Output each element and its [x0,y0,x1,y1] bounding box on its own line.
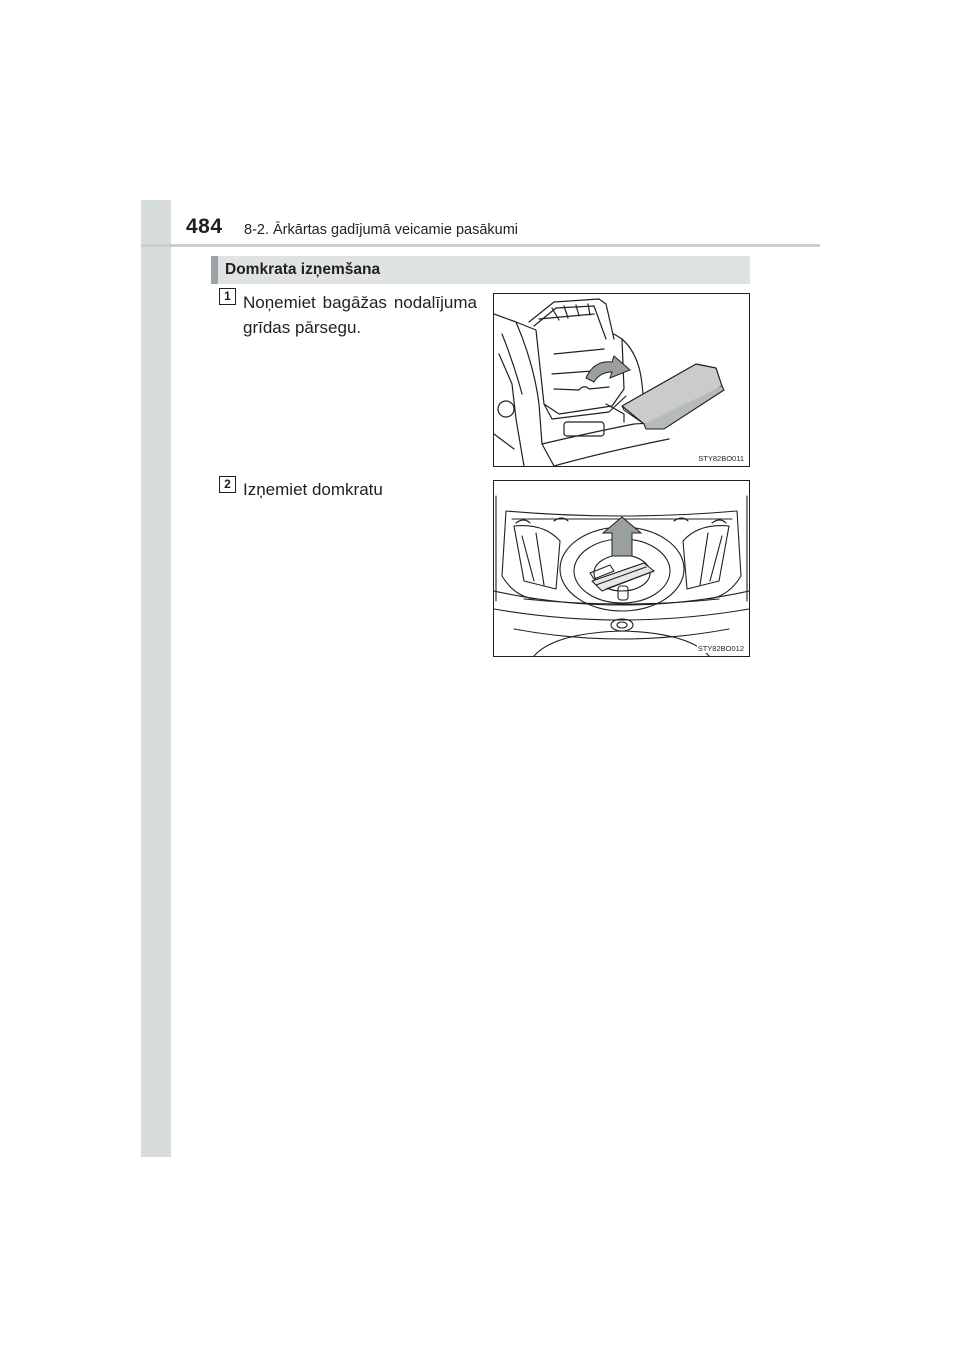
figure-code-2: STY82BO012 [697,644,744,653]
header-rule [141,244,820,247]
step-number-2: 2 [219,476,236,493]
jack-removal-illustration [494,481,749,656]
step-number-1: 1 [219,288,236,305]
lift-arrow-icon [603,517,641,556]
figure-code-1: STY82BO011 [698,454,744,463]
figure-trunk-cover [493,293,750,467]
subsection-accent [211,256,218,284]
section-title: 8-2. Ārkārtas gadījumā veicamie pasākumi [244,222,519,238]
step-1-text-line-2: grīdas pārsegu. [243,318,362,337]
figure-jack-removal [493,480,750,657]
trunk-cover-illustration [494,294,749,466]
subsection-title: Domkrata izņemšana [225,261,381,278]
page-number: 484 [186,215,223,238]
side-band [141,200,171,1157]
step-1-text [243,290,477,340]
step-2-text: Izņemiet domkratu [243,480,383,499]
subsection-heading [211,256,750,284]
step-1-text-line-1: Noņemiet bagāžas nodalījuma [243,293,477,312]
